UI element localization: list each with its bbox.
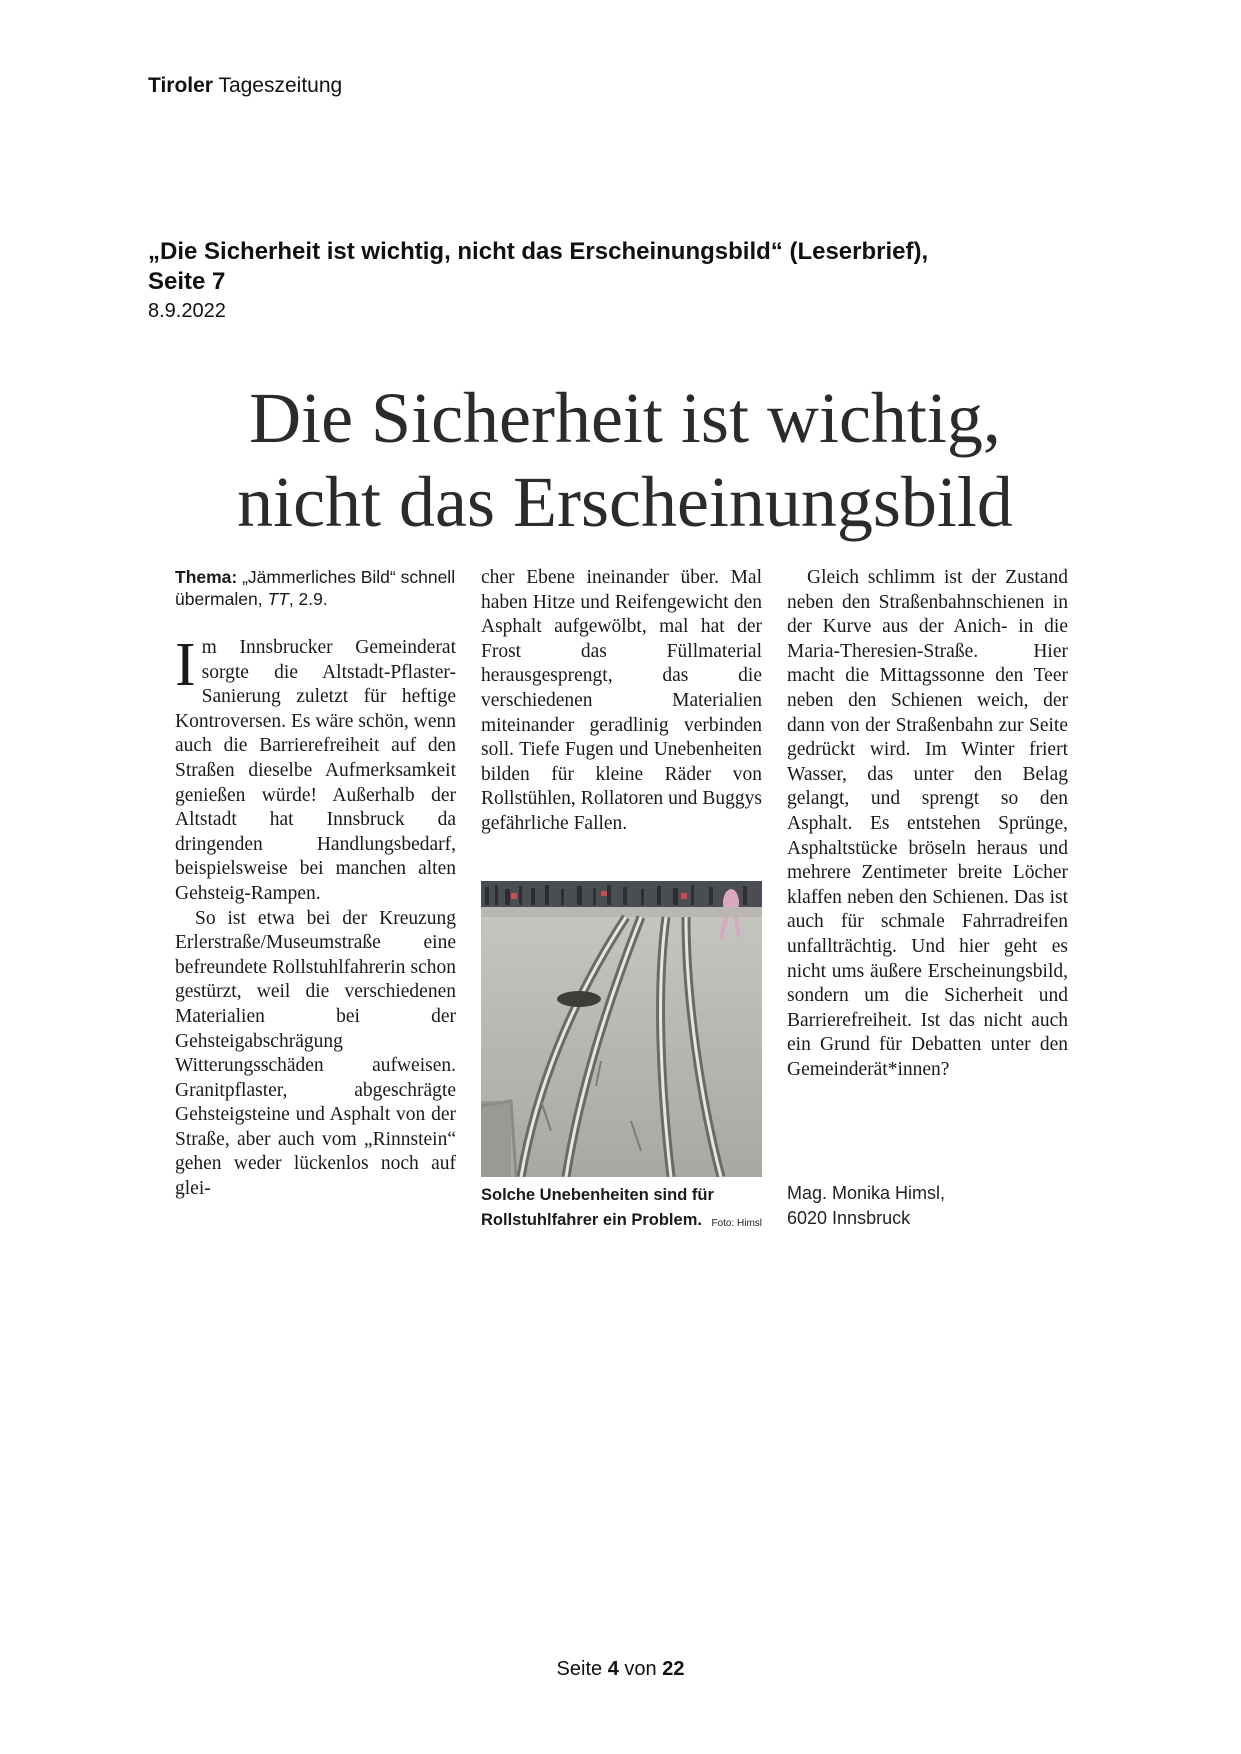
headline-line2: nicht das Erscheinungsbild — [237, 462, 1013, 542]
article-column-3 — [787, 566, 1068, 1082]
paragraph-2: So ist etwa bei der Kreuzung Erlerstraße/Museumstraße eine befreundete Rollstuhlfahrerin schon gestürzt, weil die verschiedenen Materialien bei der Gehsteigabschrägung Witterungsschäden aufweisen. Granitpflaster, abgeschrägte Gehsteigsteine und Asphalt von der Straße, aber auch vom „Rinnstein“ gehen weder lückenlos noch auf glei- — [175, 907, 456, 1200]
author-city: 6020 Innsbruck — [787, 1208, 911, 1228]
photo-caption — [481, 1183, 762, 1236]
document-title — [148, 237, 1088, 297]
page-footer — [0, 1658, 1241, 1681]
thema-source: TT — [267, 589, 289, 609]
drop-cap: I — [175, 631, 196, 699]
publication-name — [148, 74, 342, 98]
footer-middle: von — [624, 1658, 657, 1680]
paragraph-2-continued: cher Ebene ineinander über. Mal haben Hitze und Reifengewicht den Asphalt aufgewölbt, mal hat der Frost das Füllmaterial herausgesprengt, das die verschiedenen Materialien miteinander geradlinig verbinden soll. Tiefe Fugen und Unebenheiten bilden für kleine Räder von Rollstühlen, Rollatoren und Buggys gefährliche Fallen. — [481, 567, 762, 834]
thema-text: „Jämmerliches Bild“ schnell übermalen, — [175, 567, 456, 609]
document-title-line1: „Die Sicherheit ist wichtig, nicht das Erscheinungsbild“ (Leserbrief), — [148, 238, 929, 265]
tram-rails-photo — [481, 881, 762, 1177]
footer-prefix: Seite — [556, 1658, 603, 1680]
photo-credit: Foto: Himsl — [711, 1217, 762, 1229]
article-headline — [150, 376, 1100, 544]
paragraph-1-text: m Innsbrucker Gemeinderat sorgte die Altstadt-Pflaster-Sanierung zuletzt für heftige Kontroversen. Es wäre schön, wenn auch die Barrierefreiheit auf den Straßen dieselbe Aufmerksamkeit genießen würde! Außerhalb der Altstadt hat Innsbruck da dringenden Handlungsbedarf, beispielsweise bei manchen alten Gehsteig-Rampen. — [175, 637, 456, 904]
paragraph-3: Gleich schlimm ist der Zustand neben den Straßenbahnschienen in der Kurve aus der Anich- in die Maria-Theresien-Straße. Hier macht die Mittagssonne den Teer neben den Schienen weich, der dann von der Straßenbahn zur Seite gedrückt wird. Im Winter friert Wasser, das unter den Belag gelangt, und sprengt so den Asphalt. Es entstehen Sprünge, Asphaltstücke bröseln heraus und mehrere Zentimeter breite Löcher klaffen neben den Schienen. Das ist auch für schmale Fahrradreifen unfallträchtig. Und hier geht es nicht ums äußere Erscheinungsbild, sondern um die Sicherheit und Barrierefreiheit. Ist das nicht auch ein Grund für Debatten unter den Gemeinderät*innen? — [787, 567, 1068, 1080]
article-column-1 — [175, 566, 456, 1202]
thema-label: Thema: — [175, 567, 238, 587]
page-total: 22 — [662, 1658, 685, 1680]
caption-text: Solche Unebenheiten sind für Rollstuhlfahrer ein Problem. — [481, 1186, 714, 1229]
article-column-2 — [481, 566, 762, 837]
document-title-line2: Seite 7 — [148, 268, 226, 295]
page-number: 4 — [607, 1658, 619, 1680]
author-signature — [787, 1181, 1068, 1231]
publication-name-bold: Tiroler — [148, 74, 213, 97]
headline-line1: Die Sicherheit ist wichtig, — [249, 378, 1001, 458]
author-name: Mag. Monika Himsl, — [787, 1183, 946, 1203]
document-date: 8.9.2022 — [148, 300, 226, 322]
thema-line — [175, 566, 456, 610]
publication-name-rest: Tageszeitung — [218, 74, 343, 97]
thema-date: , 2.9. — [288, 589, 328, 609]
paragraph-1 — [175, 631, 456, 907]
